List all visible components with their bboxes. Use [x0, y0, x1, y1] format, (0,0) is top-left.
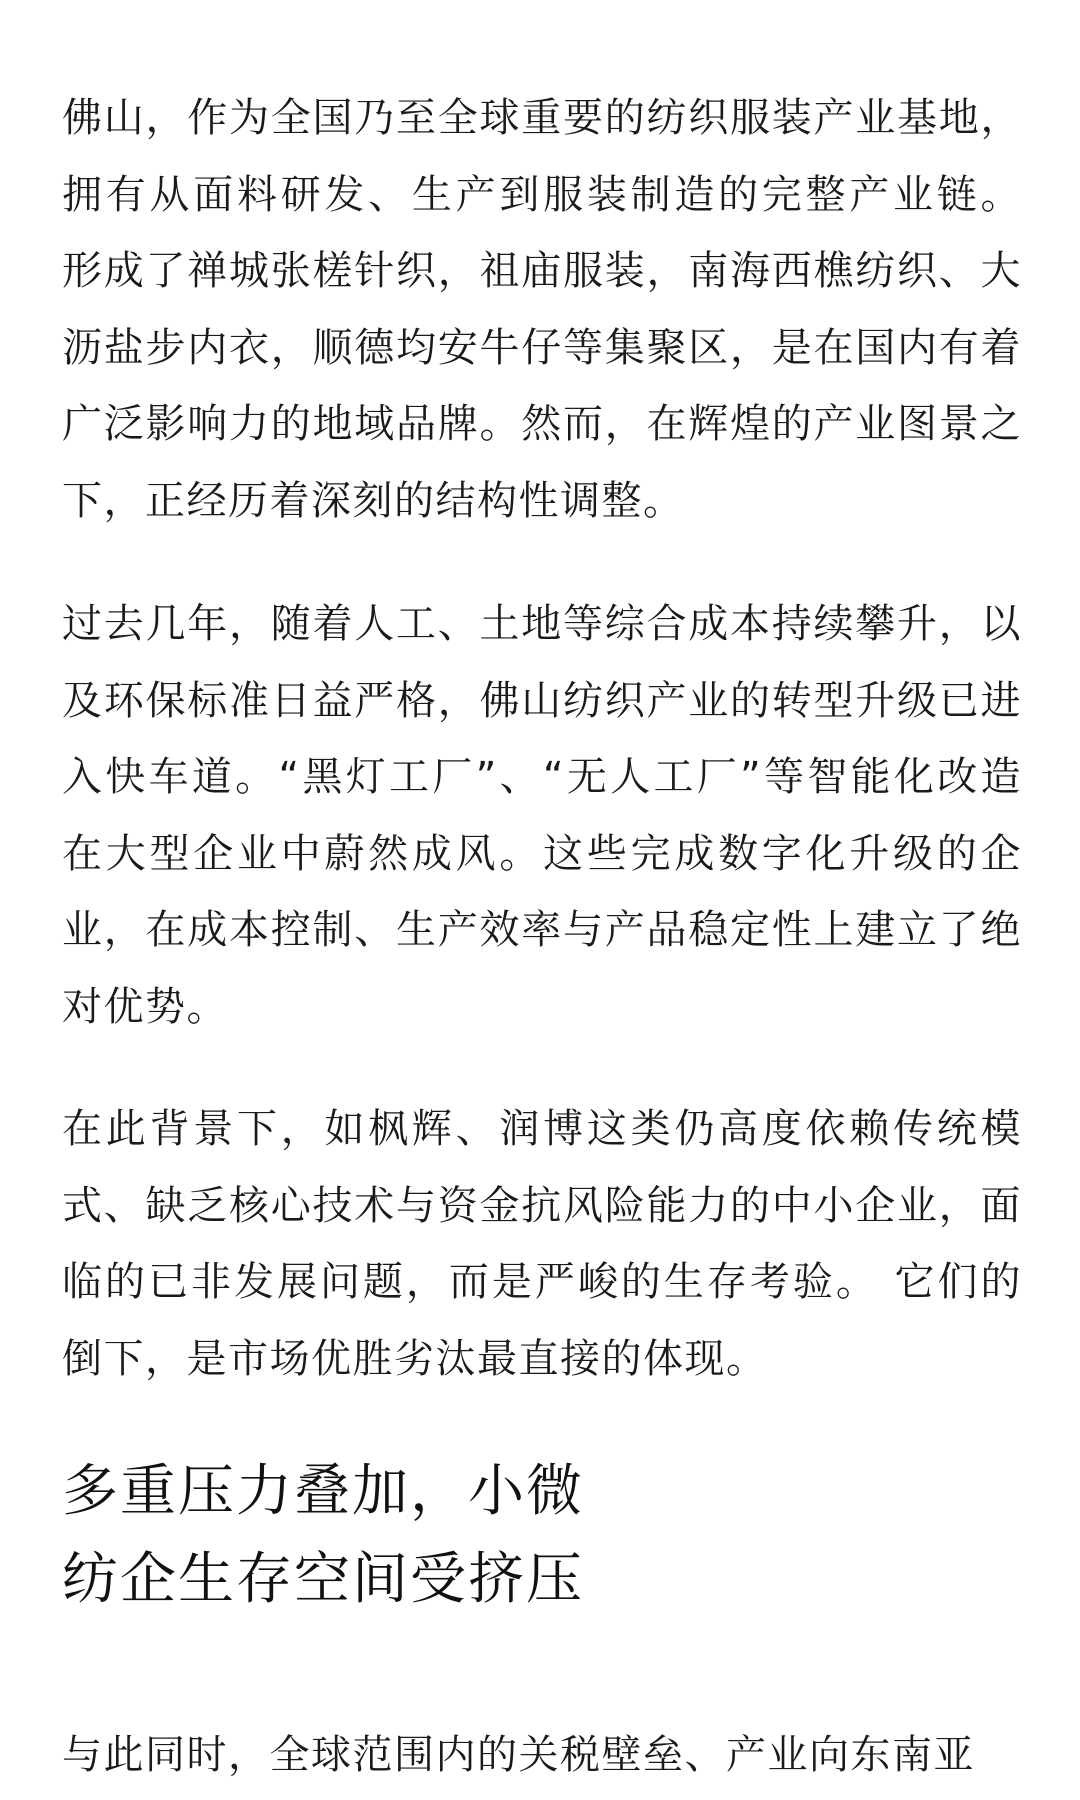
paragraph-sme-survival: 在此背景下，如枫辉、润博这类仍高度依赖传统模式、缺乏核心技术与资金抗风险能力的中小企业，面临的已非发展问题，而是严峻的生存考验。 它们的倒下，是市场优胜劣汰最直接的体现。 — [62, 1106, 1022, 1382]
paragraph-transformation: 过去几年，随着人工、土地等综合成本持续攀升，以及环保标准日益严格，佛山纺织产业的转型升级已进入快车道。“黑灯工厂”、“无人工厂”等智能化改造在大型企业中蔚然成风。这些完成数字化升级的企业，在成本控制、生产效率与产品稳定性上建立了绝对优势。 — [62, 601, 1022, 1030]
section-heading-line-2: 纺企生存空间受挤压 — [62, 1547, 584, 1612]
section-heading-line-1: 多重压力叠加，小微 — [62, 1459, 584, 1524]
paragraph-tariffs: 与此同时，全球范围内的关税壁垒、产业向东南亚 — [62, 1732, 975, 1778]
section-heading — [62, 1448, 1022, 1624]
paragraph-foshan-intro: 佛山，作为全国乃至全球重要的纺织服装产业基地，拥有从面料研发、生产到服装制造的完整产业链。 形成了禅城张槎针织，祖庙服装，南海西樵纺织、大沥盐步内衣，顺德均安牛仔等集聚区，是在国内有着广泛影响力的地域品牌。然而，在辉煌的产业图景之下，正经历着深刻的结构性调整。 — [62, 95, 1022, 524]
